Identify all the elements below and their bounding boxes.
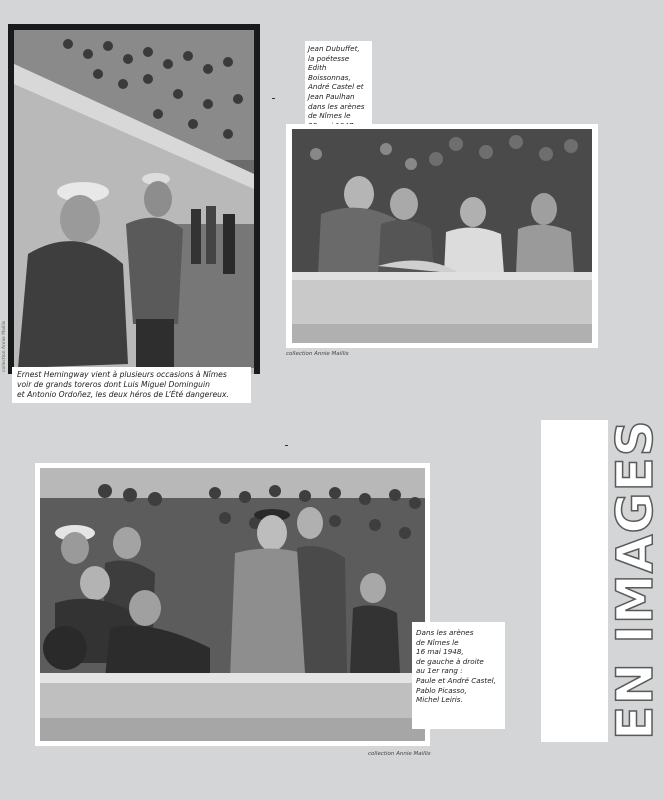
caption-dubuffet-line-1: Jean Dubuffet, <box>308 44 360 53</box>
photo-dubuffet <box>286 124 598 348</box>
caption-hemingway <box>12 367 251 403</box>
caption-hemingway-line-1: Ernest Hemingway vient à plusieurs occasions à Nîmes <box>17 370 227 379</box>
caption-hemingway-line-2: voir de grands toreros dont Luis Miguel Dominguin <box>17 380 210 389</box>
credit-dubuffet: collection Annie Maillis <box>286 351 349 357</box>
caption-picasso-line-2: de Nîmes le <box>416 637 459 647</box>
photo-dubuffet-image <box>286 124 598 348</box>
caption-dubuffet-line-3: Edith Boissonnas, <box>308 63 351 82</box>
caption-dubuffet-line-2: la poétesse <box>308 53 350 63</box>
side-credit-hemingway: collection Annie Maillis <box>2 320 7 372</box>
decorative-dash <box>272 98 275 99</box>
caption-hemingway-line-3: et Antonio Ordoñez, les deux héros de L’Été dangereux. <box>17 390 229 399</box>
photo-picasso-image <box>35 463 430 746</box>
photo-hemingway <box>8 24 260 374</box>
caption-dubuffet-line-5: Jean Paulhan <box>308 91 355 101</box>
decorative-dash <box>285 445 288 446</box>
caption-picasso-line-8: Michel Leiris. <box>416 695 463 705</box>
caption-picasso-line-5: au 1er rang : <box>416 666 463 676</box>
section-tab-background <box>541 420 608 742</box>
credit-picasso: collection Annie Maillis <box>368 751 431 757</box>
caption-picasso-line-3: 16 mai 1948, <box>416 647 464 657</box>
caption-dubuffet-line-4: André Castel et <box>308 82 364 92</box>
caption-picasso <box>412 622 505 729</box>
photo-hemingway-image <box>8 24 260 374</box>
photo-picasso <box>35 463 430 746</box>
caption-dubuffet-line-6: dans les arènes <box>308 101 365 111</box>
caption-picasso-line-7: Pablo Picasso, <box>416 685 467 695</box>
section-tab-label: EN IMAGES <box>606 419 664 740</box>
caption-picasso-line-6: Paule et André Castel, <box>416 675 496 685</box>
caption-dubuffet-line-7: de Nîmes le <box>308 111 351 121</box>
caption-picasso-line-4: de gauche à droite <box>416 656 484 666</box>
caption-picasso-line-1: Dans les arènes <box>416 628 474 637</box>
